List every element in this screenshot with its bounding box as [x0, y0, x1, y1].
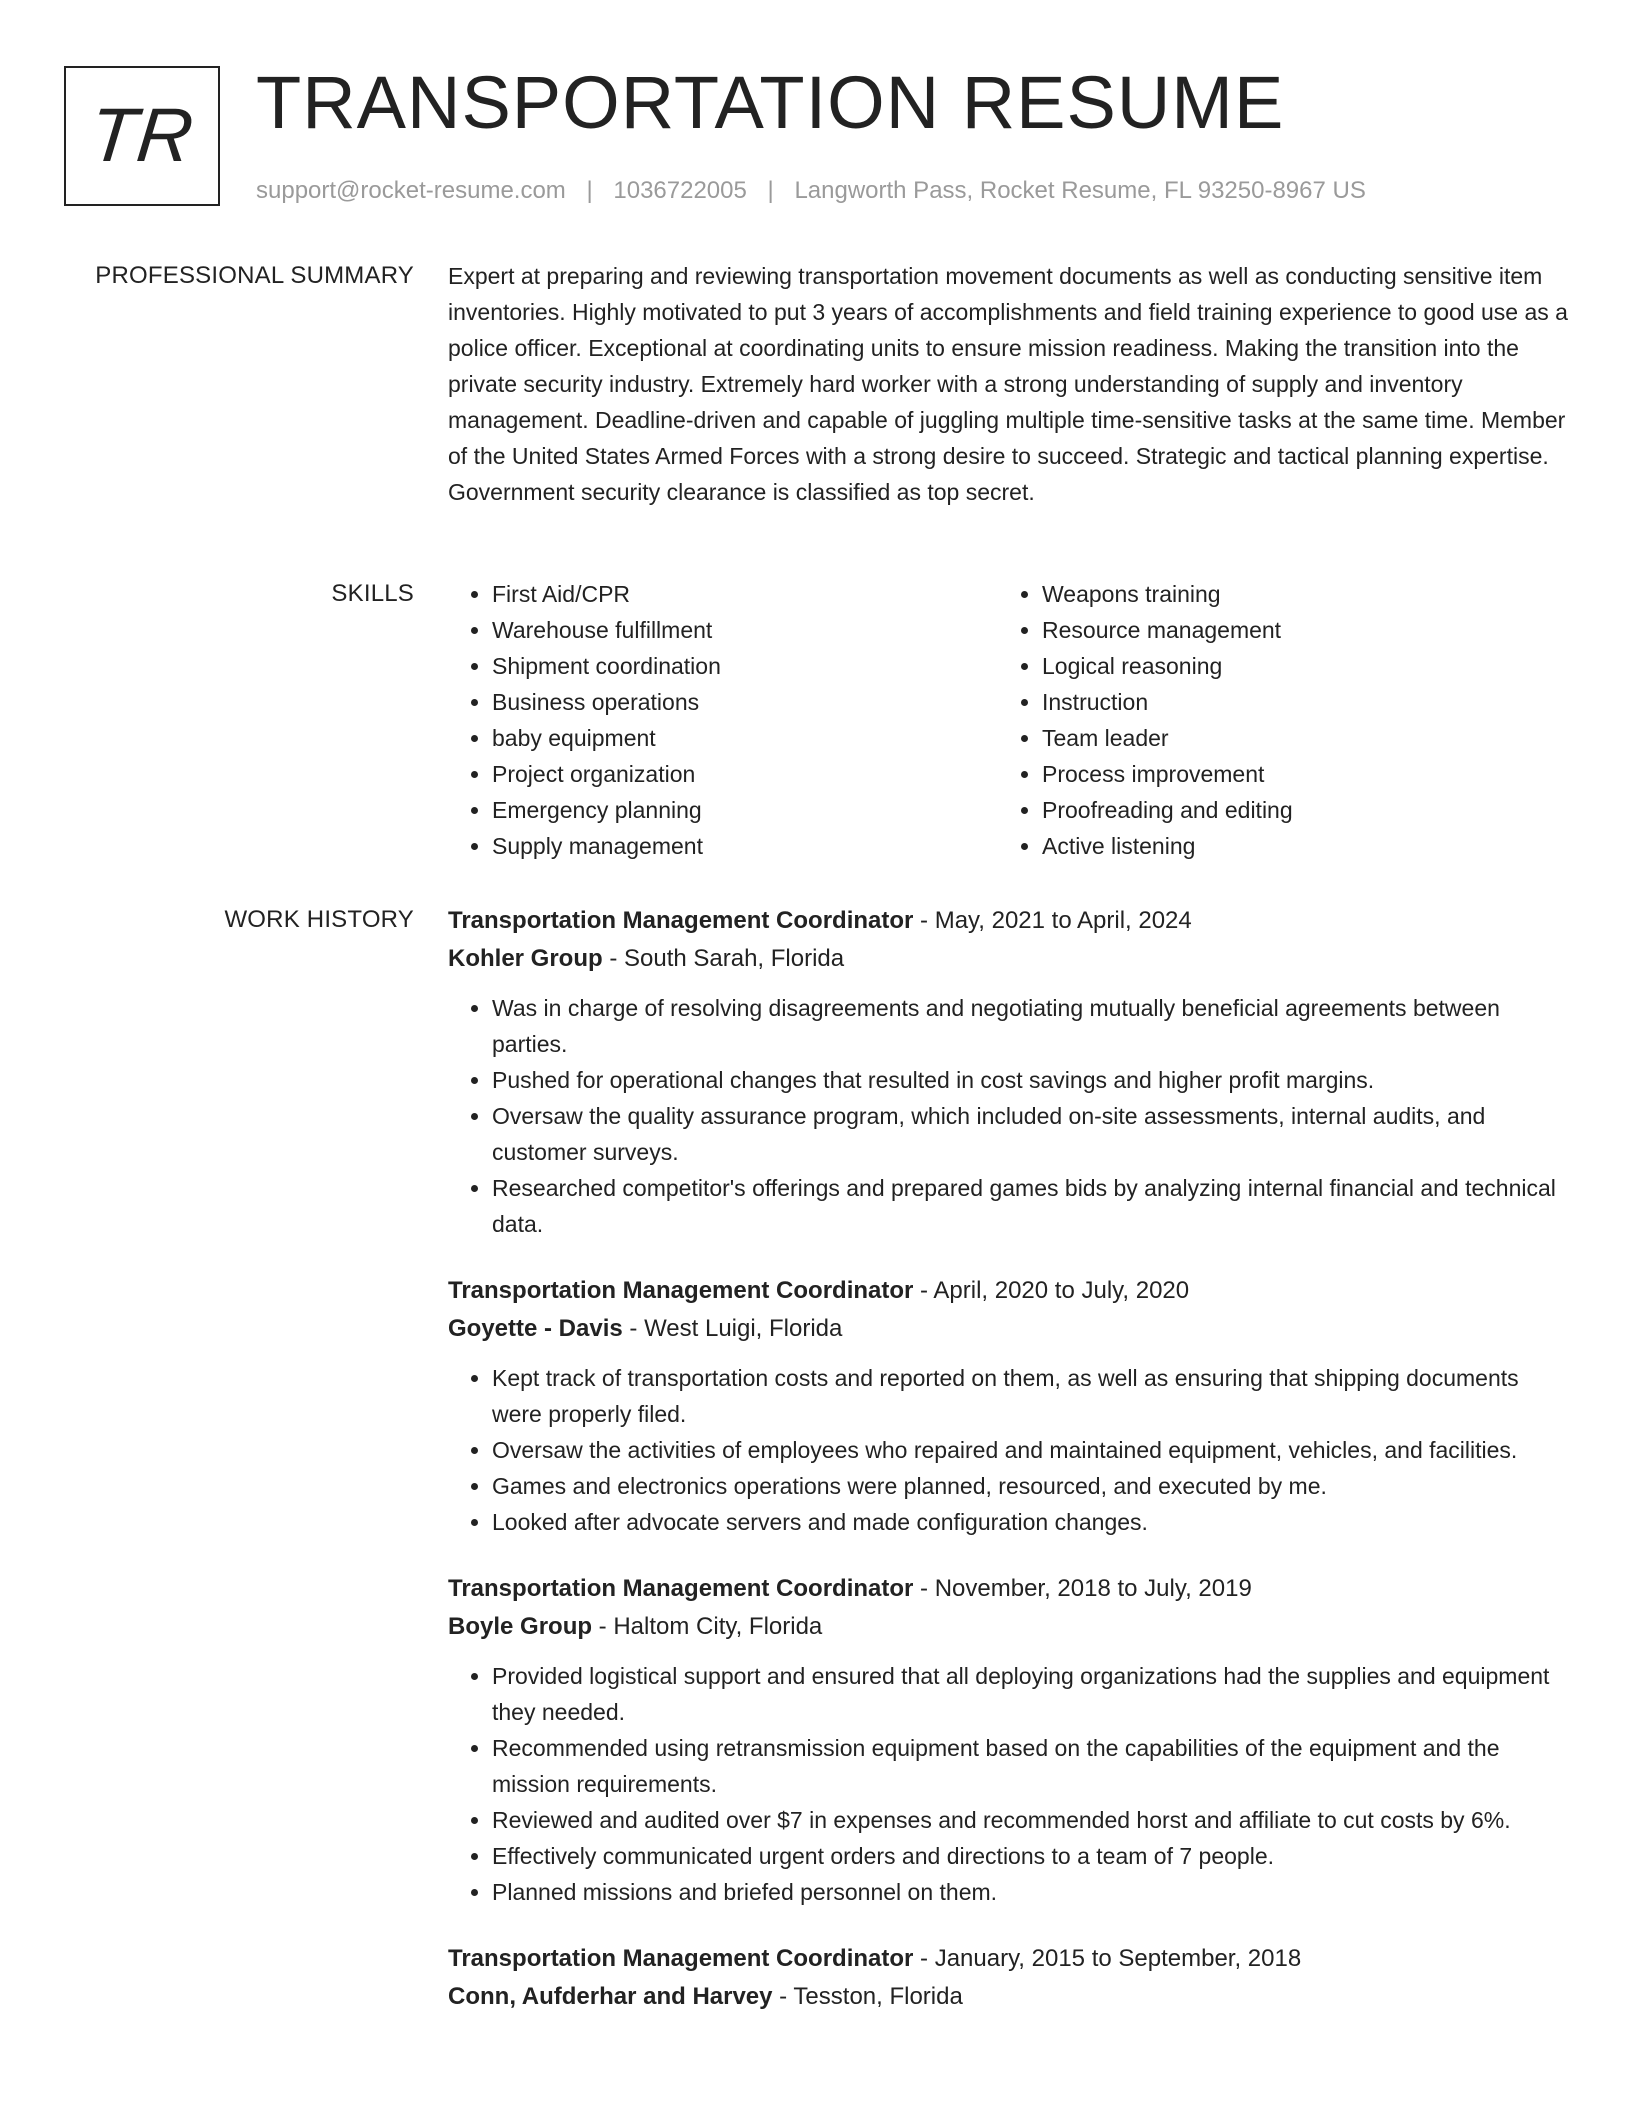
- work-history-heading: WORK HISTORY: [224, 906, 414, 933]
- contact-separator: |: [586, 177, 593, 204]
- summary-heading: PROFESSIONAL SUMMARY: [95, 262, 414, 289]
- skills-heading: SKILLS: [331, 580, 414, 607]
- contact-address: Langworth Pass, Rocket Resume, FL 93250-8967 US: [794, 177, 1366, 204]
- job-location: Tesston, Florida: [793, 1983, 963, 2010]
- job-title: Transportation Management Coordinator: [448, 1945, 914, 1972]
- skill-item: • Supply management: [492, 828, 998, 864]
- job-bullet: • Researched competitor's offerings and prepared games bids by analyzing internal financial and technical data.: [492, 1170, 1568, 1242]
- job-bullet: • Reviewed and audited over $7 in expenses and recommended horst and affiliate to cut costs by 6%.: [492, 1802, 1568, 1838]
- job-bullet: • Was in charge of resolving disagreements and negotiating mutually beneficial agreements between parties.: [492, 990, 1568, 1062]
- skill-item: • baby equipment: [492, 720, 998, 756]
- job-entry: [448, 902, 1568, 1242]
- job-bullet: • Kept track of transportation costs and reported on them, as well as ensuring that shipping documents were properly filed.: [492, 1360, 1568, 1432]
- job-entry: [448, 1272, 1568, 1540]
- skill-item: • Shipment coordination: [492, 648, 998, 684]
- contact-email[interactable]: support@rocket-resume.com: [256, 177, 566, 204]
- skills-grid: [448, 576, 1568, 864]
- skill-item: • Team leader: [1042, 720, 1548, 756]
- work-history-section: [448, 902, 1568, 2046]
- skill-item: • Proofreading and editing: [1042, 792, 1548, 828]
- contact-line: [256, 176, 1366, 206]
- job-entry: [448, 1570, 1568, 1910]
- job-title-line: Transportation Management Coordinator - November, 2018 to July, 2019: [448, 1575, 1252, 1602]
- job-company-line: Boyle Group - Haltom City, Florida: [448, 1613, 823, 1640]
- job-title-line: Transportation Management Coordinator - January, 2015 to September, 2018: [448, 1945, 1302, 1972]
- job-dates: April, 2020 to July, 2020: [933, 1277, 1190, 1304]
- job-bullets: [448, 1360, 1568, 1540]
- skills-section: [448, 576, 1568, 864]
- job-company-line: Conn, Aufderhar and Harvey - Tesston, Florida: [448, 1983, 963, 2010]
- job-title: Transportation Management Coordinator: [448, 907, 914, 934]
- skill-item: • Process improvement: [1042, 756, 1548, 792]
- job-dates: January, 2015 to September, 2018: [934, 1945, 1302, 1972]
- job-location: South Sarah, Florida: [624, 945, 845, 972]
- skill-item: • Weapons training: [1042, 576, 1548, 612]
- skill-item: • Active listening: [1042, 828, 1548, 864]
- job-dates: November, 2018 to July, 2019: [934, 1575, 1252, 1602]
- job-title: Transportation Management Coordinator: [448, 1575, 914, 1602]
- job-entry: [448, 1940, 1568, 2016]
- skills-list-left: [448, 576, 998, 864]
- job-company: Kohler Group: [448, 945, 603, 972]
- skill-item: • First Aid/CPR: [492, 576, 998, 612]
- skill-item: • Emergency planning: [492, 792, 998, 828]
- skills-list-right: [998, 576, 1548, 864]
- contact-separator: |: [767, 177, 774, 204]
- job-bullet: • Effectively communicated urgent orders and directions to a team of 7 people.: [492, 1838, 1568, 1874]
- job-company-line: Kohler Group - South Sarah, Florida: [448, 945, 845, 972]
- job-location: Haltom City, Florida: [613, 1613, 823, 1640]
- job-bullet: • Oversaw the activities of employees who repaired and maintained equipment, vehicles, and facilities.: [492, 1432, 1568, 1468]
- job-bullet: • Oversaw the quality assurance program, which included on-site assessments, internal audits, and customer surveys.: [492, 1098, 1568, 1170]
- job-bullet: • Games and electronics operations were planned, resourced, and executed by me.: [492, 1468, 1568, 1504]
- job-bullets: [448, 1658, 1568, 1910]
- monogram-logo: [64, 66, 220, 206]
- skill-item: • Instruction: [1042, 684, 1548, 720]
- job-dates: May, 2021 to April, 2024: [934, 907, 1192, 934]
- resume-title: TRANSPORTATION RESUME: [256, 61, 1285, 144]
- skill-item: • Business operations: [492, 684, 998, 720]
- job-bullet: • Planned missions and briefed personnel on them.: [492, 1874, 1568, 1910]
- job-bullets: [448, 990, 1568, 1242]
- skill-item: • Resource management: [1042, 612, 1548, 648]
- skill-item: • Logical reasoning: [1042, 648, 1548, 684]
- job-title-line: Transportation Management Coordinator - May, 2021 to April, 2024: [448, 907, 1192, 934]
- job-title: Transportation Management Coordinator: [448, 1277, 914, 1304]
- skill-item: • Project organization: [492, 756, 998, 792]
- job-company: Goyette - Davis: [448, 1315, 623, 1342]
- job-location: West Luigi, Florida: [644, 1315, 843, 1342]
- job-bullet: • Provided logistical support and ensured that all deploying organizations had the supplies and equipment they needed.: [492, 1658, 1568, 1730]
- summary-text: Expert at preparing and reviewing transportation movement documents as well as conducting sensitive item inventories. Highly motivated to put 3 years of accomplishments and field training experience to good use as a police officer. Exceptional at coordinating units to ensure mission readiness. Making the transition into the private security industry. Extremely hard worker with a strong understanding of supply and inventory management. Deadline-driven and capable of juggling multiple time-sensitive tasks at the same time. Member of the United States Armed Forces with a strong desire to succeed. Strategic and tactical planning expertise. Government security clearance is classified as top secret.: [448, 263, 1568, 505]
- job-title-line: Transportation Management Coordinator - April, 2020 to July, 2020: [448, 1277, 1190, 1304]
- summary-section: [448, 258, 1568, 510]
- job-bullet: • Recommended using retransmission equipment based on the capabilities of the equipment and the mission requirements.: [492, 1730, 1568, 1802]
- job-company-line: Goyette - Davis - West Luigi, Florida: [448, 1315, 843, 1342]
- monogram-initials: TR: [85, 93, 199, 178]
- job-company: Boyle Group: [448, 1613, 593, 1640]
- contact-phone[interactable]: 1036722005: [613, 177, 747, 204]
- job-company: Conn, Aufderhar and Harvey: [448, 1983, 773, 2010]
- job-bullet: • Pushed for operational changes that resulted in cost savings and higher profit margins.: [492, 1062, 1568, 1098]
- job-bullet: • Looked after advocate servers and made configuration changes.: [492, 1504, 1568, 1540]
- skill-item: • Warehouse fulfillment: [492, 612, 998, 648]
